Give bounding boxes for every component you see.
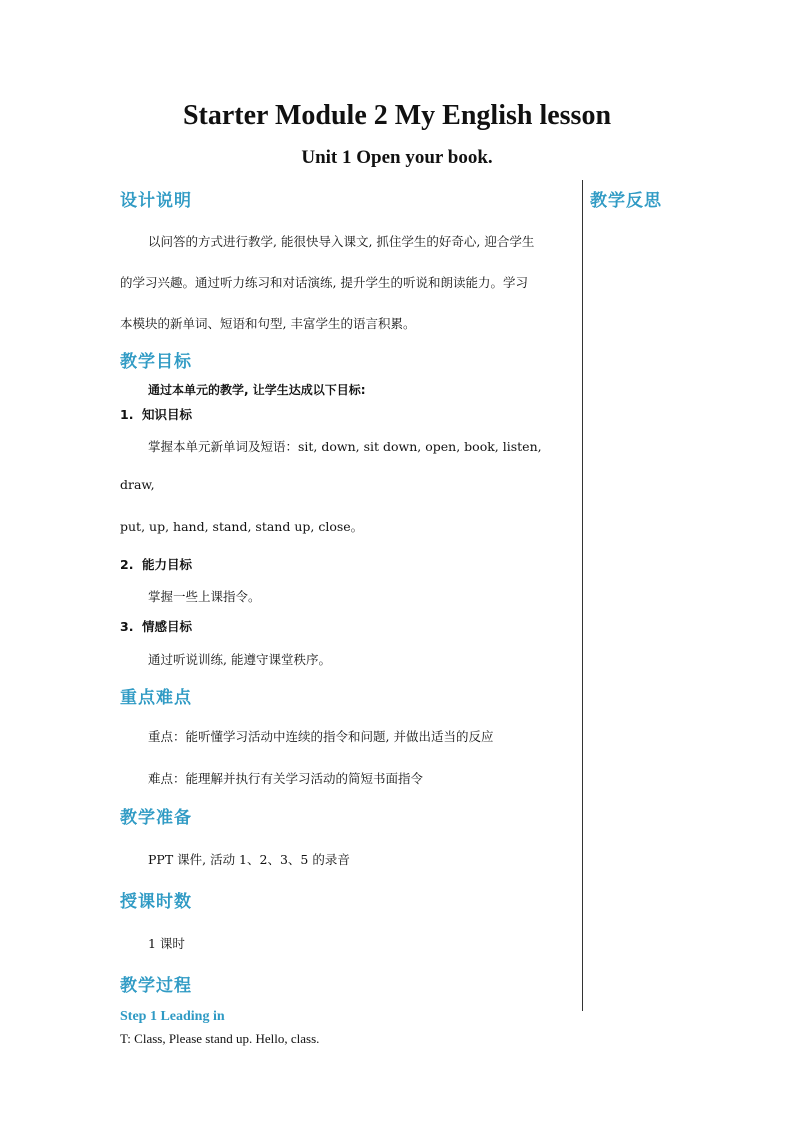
goals-heading: 教学目标 — [120, 352, 192, 372]
difficult-point-text: 难点：能理解并执行有关学习活动的简短书面指令 — [148, 771, 424, 786]
goal-item-knowledge: 1. 知识目标 — [120, 407, 193, 422]
key-point-text: 重点：能听懂学习活动中连续的指令和问题, 并做出适当的反应 — [148, 729, 494, 744]
process-heading: 教学过程 — [120, 976, 192, 996]
design-line-3: 本模块的新单词、短语和句型, 丰富学生的语言积累。 — [120, 316, 416, 331]
step-1-title: Step 1 Leading in — [120, 1009, 225, 1024]
design-line-2: 的学习兴趣。通过听力练习和对话演练, 提升学生的听说和朗读能力。学习 — [120, 275, 528, 290]
hours-heading: 授课时数 — [120, 892, 192, 912]
goal-item-ability: 2. 能力目标 — [120, 557, 193, 572]
reflection-heading: 教学反思 — [590, 191, 662, 211]
keypoints-heading: 重点难点 — [120, 688, 192, 708]
prep-heading: 教学准备 — [120, 808, 192, 828]
emotion-text: 通过听说训练, 能遵守课堂秩序。 — [148, 652, 331, 667]
design-heading: 设计说明 — [120, 191, 192, 211]
goals-intro: 通过本单元的教学, 让学生达成以下目标: — [148, 383, 366, 397]
knowledge-line-2: put, up, hand, stand, stand up, close。 — [120, 519, 364, 534]
ability-text: 掌握一些上课指令。 — [148, 589, 261, 604]
step-1-line: T: Class, Please stand up. Hello, class. — [120, 1031, 320, 1046]
column-divider — [582, 180, 583, 1011]
prep-text: PPT 课件, 活动 1、2、3、5 的录音 — [148, 852, 350, 867]
design-line-1: 以问答的方式进行教学, 能很快导入课文, 抓住学生的好奇心, 迎合学生 — [148, 234, 535, 249]
document-title: Starter Module 2 My English lesson — [182, 100, 612, 131]
main-column — [120, 185, 580, 1050]
unit-subtitle: Unit 1 Open your book. — [301, 147, 493, 168]
goal-item-emotion: 3. 情感目标 — [120, 619, 193, 634]
hours-text: 1 课时 — [148, 936, 185, 951]
knowledge-line-1: 掌握本单元新单词及短语：sit, down, sit down, open, book, listen, draw, — [120, 439, 542, 492]
reflection-column — [590, 185, 730, 217]
